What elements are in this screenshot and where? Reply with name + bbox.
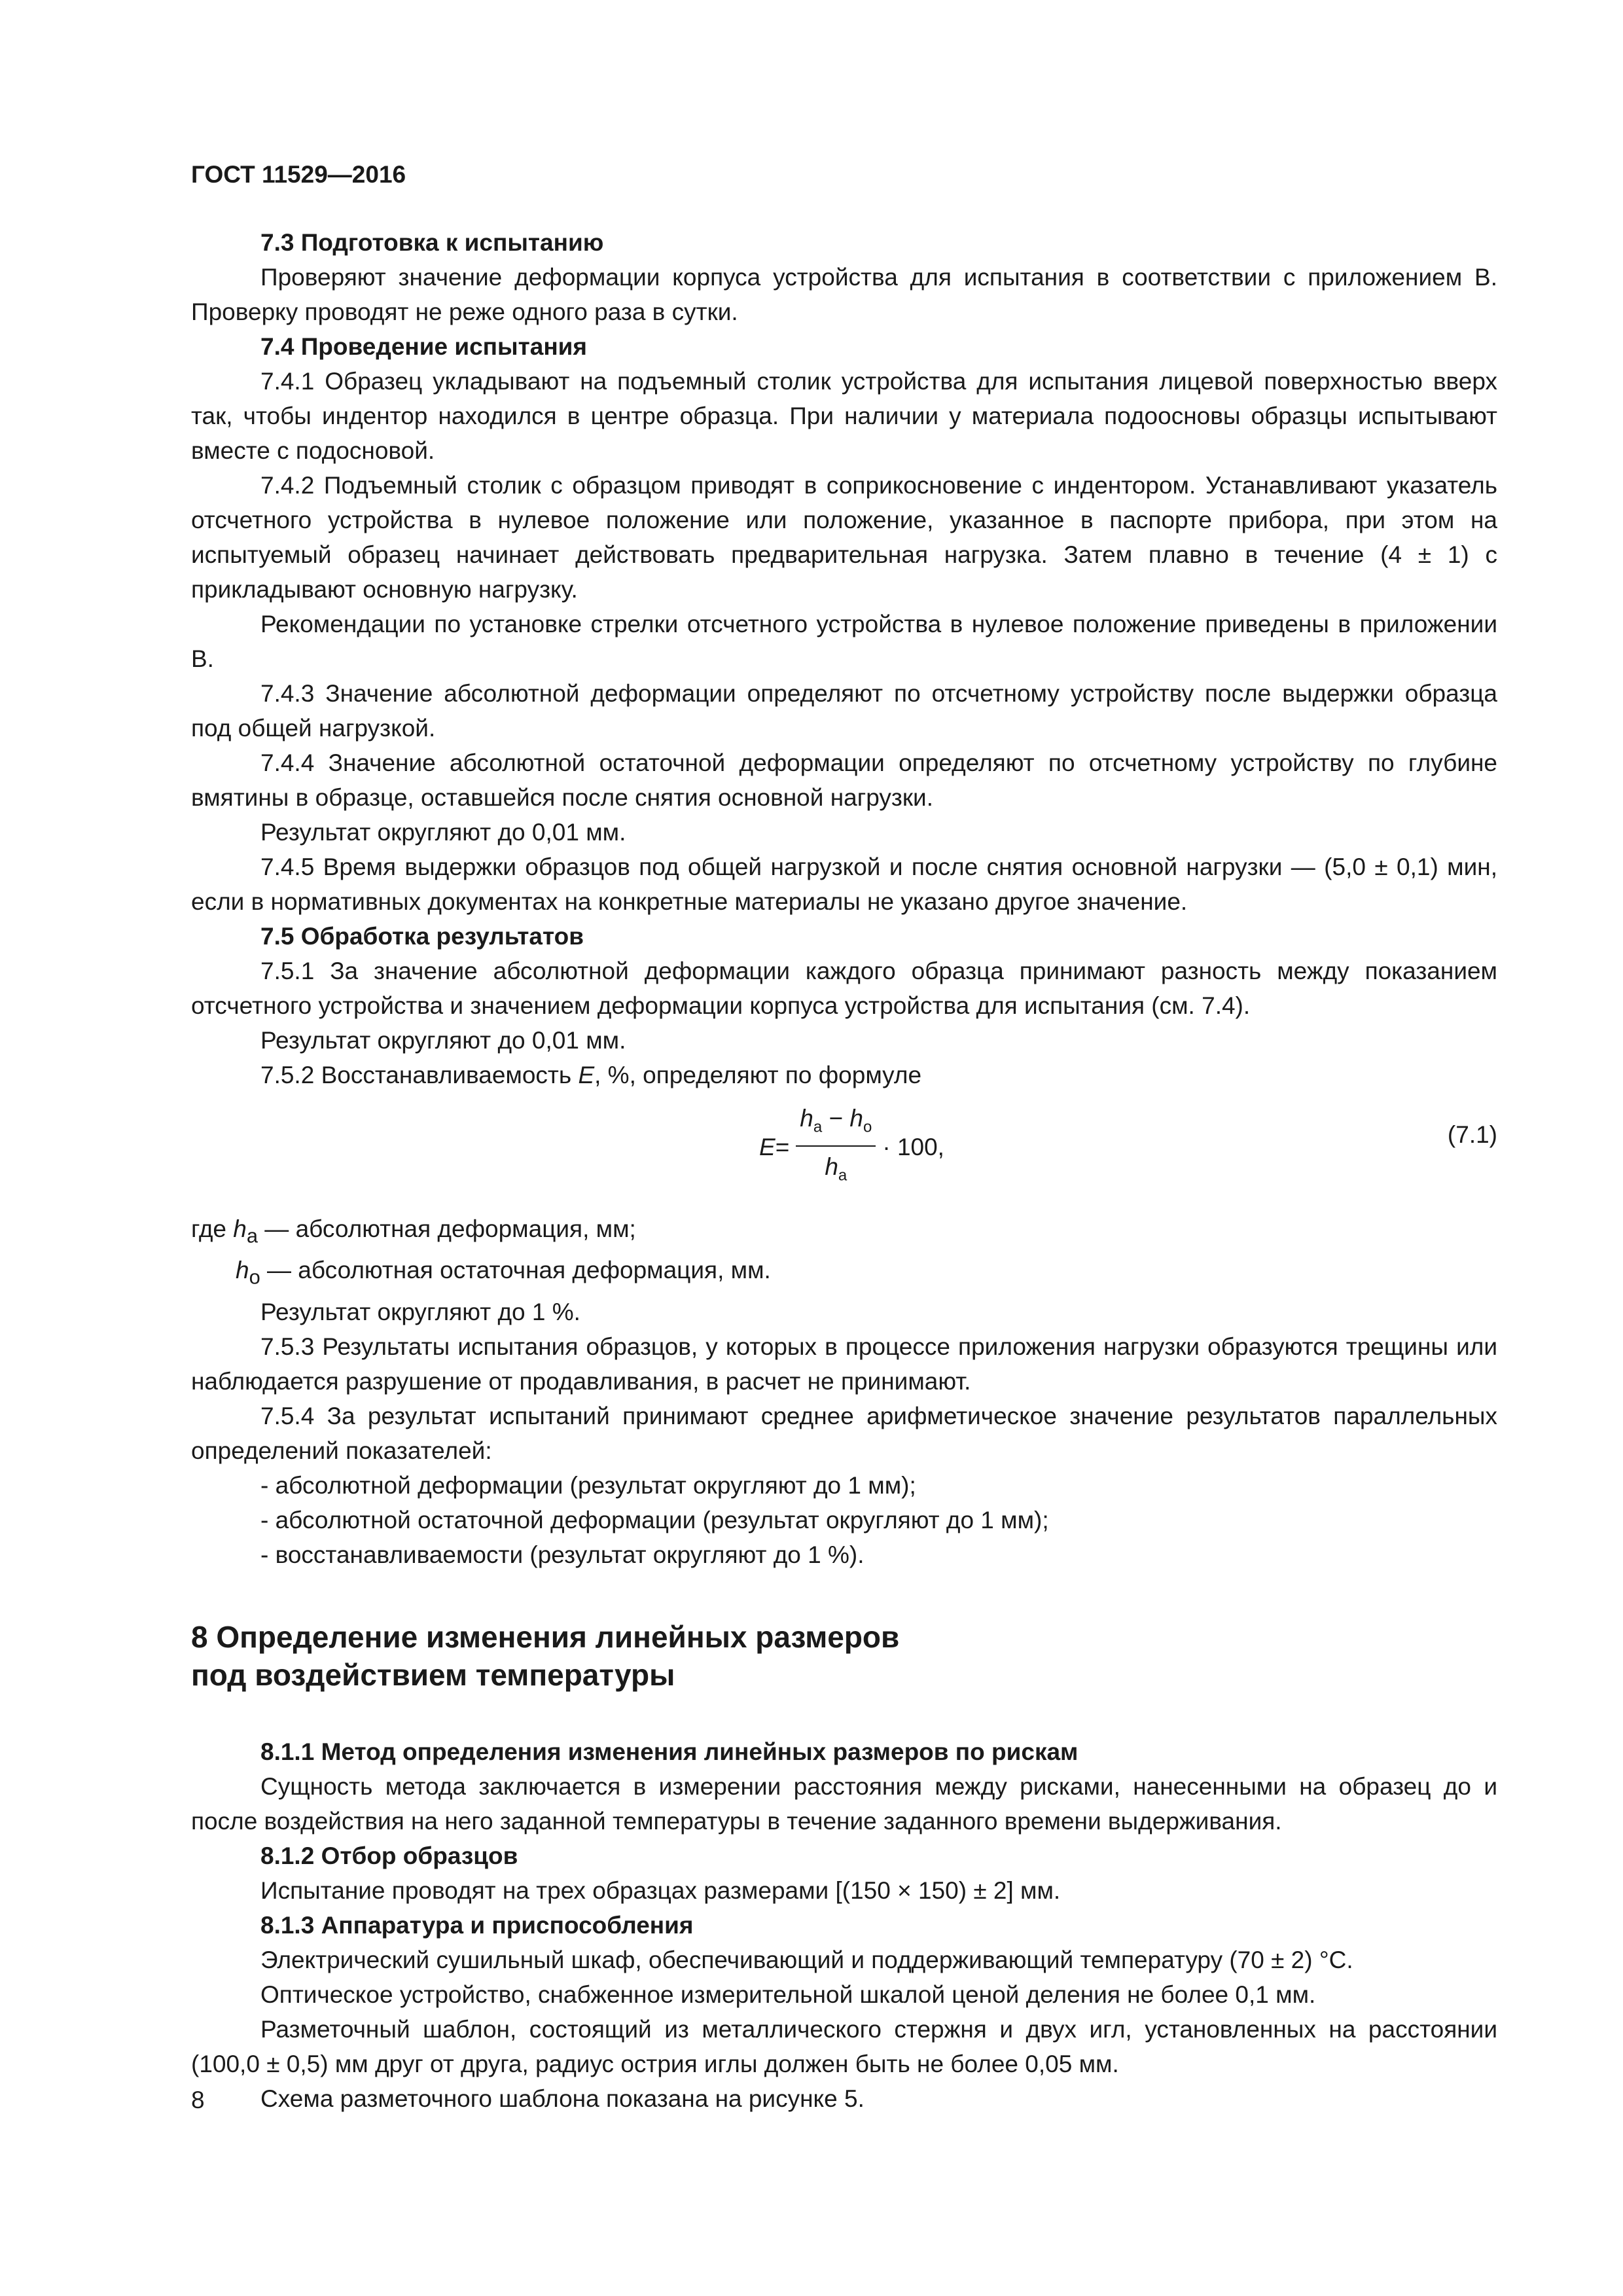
heading-7-4: 7.4 Проведение испытания — [260, 333, 588, 360]
denominator-h-a: h — [825, 1153, 838, 1180]
section-8-title-line-2: под воздействием температуры — [191, 1657, 675, 1692]
formula-numerator — [796, 1101, 876, 1147]
formula-tail: · 100, — [882, 1133, 944, 1160]
paragraph-7-5-3: 7.5.3 Результаты испытания образцов, у которых в процессе приложения нагрузки образуются трещины или наблюдается разрушение от продавливания, в расчет не принимают. — [191, 1333, 1497, 1395]
legend-h-o-symbol: h — [236, 1257, 249, 1284]
paragraph-7-4-3: 7.4.3 Значение абсолютной деформации определяют по отсчетному устройству после выдержки образца под общей нагрузкой. — [191, 680, 1497, 742]
paragraph-7-5-2-pre: 7.5.2 Восстанавливаемость — [260, 1062, 579, 1088]
paragraph-8-1-3-oven: Электрический сушильный шкаф, обеспечивающий и поддерживающий температуру (70 ± 2) °С. — [260, 1946, 1353, 1973]
paragraph-8-1-2: Испытание проводят на трех образцах размерами [(150 × 150) ± 2] мм. — [260, 1876, 1061, 1904]
paragraph-8-1-3-template: Разметочный шаблон, состоящий из металлического стержня и двух игл, установленных на расстоянии (100,0 ± 0,5) мм друг от друга, радиус острия иглы должен быть не более 0,05 мм. — [191, 2015, 1497, 2077]
paragraph-7-5-1-rounding: Результат округляют до 0,01 мм. — [260, 1027, 626, 1054]
legend-h-o-sub: о — [249, 1265, 260, 1289]
list-item: - восстанавливаемости (результат округляют до 1 %). — [260, 1541, 865, 1568]
list-item: - абсолютной деформации (результат округляют до 1 мм); — [260, 1471, 916, 1499]
legend-h-a-text: — абсолютная деформация, мм; — [258, 1215, 636, 1242]
section-8-title — [191, 1618, 1497, 1694]
heading-7-5: 7.5 Обработка результатов — [260, 923, 584, 950]
paragraph-7-5-2-post: , %, определяют по формуле — [594, 1062, 922, 1088]
paragraph-8-1-3-figure-ref: Схема разметочного шаблона показана на рисунке 5. — [260, 2085, 865, 2112]
document-code-header: ГОСТ 11529—2016 — [191, 161, 406, 188]
formula-expression — [759, 1104, 944, 1189]
formula-lhs: E — [759, 1133, 776, 1160]
paragraph-7-4-2-note: Рекомендации по установке стрелки отсчетного устройства в нулевое положение приведены в приложении В. — [191, 611, 1497, 672]
formula-number: (7.1) — [1447, 1121, 1497, 1148]
variable-e: E — [578, 1062, 595, 1088]
formula-7-1 — [191, 1104, 1497, 1202]
numerator-sub-a: а — [813, 1118, 823, 1136]
heading-8-1-1: 8.1.1 Метод определения изменения линейных размеров по рискам — [260, 1738, 1079, 1765]
paragraph-7-4-4-rounding: Результат округляют до 0,01 мм. — [260, 819, 626, 846]
legend-h-a-sub: а — [246, 1224, 259, 1247]
list-item: - абсолютной остаточной деформации (результат округляют до 1 мм); — [260, 1506, 1049, 1534]
numerator-minus: − — [822, 1104, 850, 1132]
numerator-h-o: h — [849, 1104, 863, 1132]
legend-where: где — [191, 1215, 234, 1242]
formula-fraction — [796, 1101, 876, 1193]
numerator-sub-o: о — [863, 1118, 872, 1136]
paragraph-7-4-4: 7.4.4 Значение абсолютной остаточной деформации определяют по отсчетному устройству по глубине вмятины в образце, оставшейся после снятия основной нагрузки. — [191, 749, 1497, 811]
numerator-h-a: h — [800, 1104, 813, 1132]
legend-h-a-symbol: h — [233, 1215, 247, 1242]
paragraph-7-5-4: 7.5.4 За результат испытаний принимают среднее арифметическое значение результатов параллельных определений показателей: — [191, 1402, 1497, 1464]
denominator-sub-a: а — [838, 1166, 847, 1185]
legend-h-o — [191, 1253, 1497, 1294]
page-number: 8 — [191, 2087, 205, 2113]
formula-equals: = — [775, 1133, 790, 1160]
paragraph-7-5-2-rounding: Результат округляют до 1 %. — [260, 1298, 580, 1325]
paragraph-7-4-5: 7.4.5 Время выдержки образцов под общей нагрузкой и после снятия основной нагрузки — (5,0 ± 0,1) мин, если в нормативных документах на конкретные материалы не указано другое значение. — [191, 853, 1497, 915]
paragraph-8-1-3-optical: Оптическое устройство, снабженное измерительной шкалой ценой деления не более 0,1 мм. — [260, 1981, 1316, 2008]
section-8-title-line-1: 8 Определение изменения линейных размеров — [191, 1619, 900, 1654]
paragraph-8-1-1: Сущность метода заключается в измерении расстояния между рисками, нанесенными на образец до и после воздействия на него заданной температуры в течение заданного времени выдерживания. — [191, 1772, 1497, 1835]
legend-h-o-text: — абсолютная остаточная деформация, мм. — [260, 1257, 771, 1284]
paragraph-7-4-1: 7.4.1 Образец укладывают на подъемный столик устройства для испытания лицевой поверхностью вверх так, чтобы индентор находился в центре образца. При наличии у материала подоосновы образцы испытывают вместе с подосновой. — [191, 368, 1497, 464]
heading-8-1-2: 8.1.2 Отбор образцов — [260, 1842, 518, 1869]
page-body — [191, 225, 1497, 2116]
heading-7-3: 7.3 Подготовка к испытанию — [260, 229, 604, 256]
paragraph-7-3: Проверяют значение деформации корпуса устройства для испытания в соответствии с приложением В. Проверку проводят не реже одного раза в сутки. — [191, 264, 1497, 325]
heading-8-1-3: 8.1.3 Аппаратура и приспособления — [260, 1911, 694, 1939]
paragraph-7-5-2 — [191, 1058, 1497, 1092]
paragraph-7-4-2: 7.4.2 Подъемный столик с образцом приводят в соприкосновение с индентором. Устанавливают указатель отсчетного устройства в нулевое положение или положение, указанное в паспорте прибора, при этом на испытуемый образец начинает действовать предварительная нагрузка. Затем плавно в течение (4 ± 1) с прикладывают основную нагрузку. — [191, 472, 1497, 603]
formula-denominator — [825, 1147, 847, 1193]
paragraph-7-5-1: 7.5.1 За значение абсолютной деформации каждого образца принимают разность между показанием отсчетного устройства и значением деформации корпуса устройства для испытания (см. 7.4). — [191, 958, 1497, 1019]
legend-h-a — [191, 1211, 1497, 1253]
formula-legend — [191, 1211, 1497, 1295]
